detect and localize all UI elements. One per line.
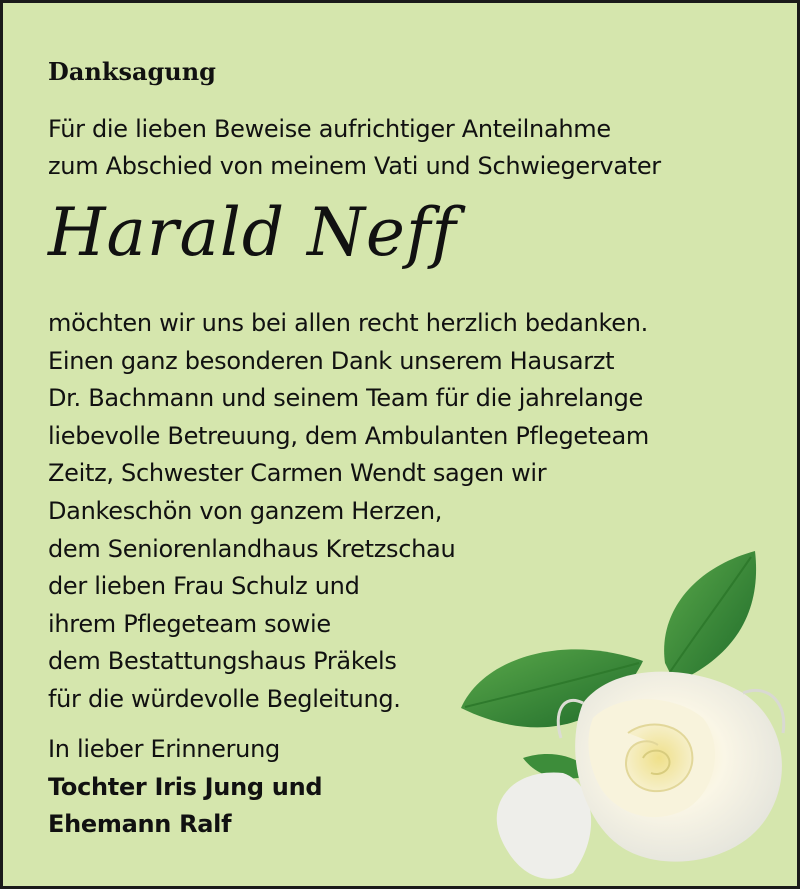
body-line: Dr. Bachmann und seinem Team für die jahrelange bbox=[48, 384, 644, 413]
body-line: möchten wir uns bei allen recht herzlich bedanken. bbox=[48, 309, 648, 337]
intro-text bbox=[48, 111, 661, 185]
body-line: liebevolle Betreuung, dem Ambulanten Pflegeteam bbox=[48, 421, 649, 450]
closing-block bbox=[48, 731, 322, 844]
body-line: der lieben Frau Schulz und bbox=[48, 572, 360, 601]
body-line: Dankeschön von ganzem Herzen, bbox=[48, 496, 443, 525]
white-rose-image bbox=[443, 543, 800, 889]
body-line: ihrem Pflegeteam sowie bbox=[48, 609, 331, 638]
signer-line: Ehemann Ralf bbox=[48, 810, 232, 839]
body-line: dem Bestattungshaus Präkels bbox=[48, 647, 397, 676]
intro-line: zum Abschied von meinem Vati und Schwiegervater bbox=[48, 152, 661, 180]
body-line: dem Seniorenlandhaus Kretzschau bbox=[48, 534, 456, 563]
deceased-name: Harald Neff bbox=[48, 194, 457, 271]
body-line: für die würdevolle Begleitung. bbox=[48, 684, 401, 713]
notice-heading: Danksagung bbox=[48, 57, 216, 86]
signer-line: Tochter Iris Jung und bbox=[48, 772, 323, 801]
body-line: Zeitz, Schwester Carmen Wendt sagen wir bbox=[48, 459, 547, 488]
body-line: Einen ganz besonderen Dank unserem Hausarzt bbox=[48, 346, 615, 375]
closing-intro: In lieber Erinnerung bbox=[48, 735, 280, 763]
intro-line: Für die lieben Beweise aufrichtiger Anteilnahme bbox=[48, 115, 611, 143]
